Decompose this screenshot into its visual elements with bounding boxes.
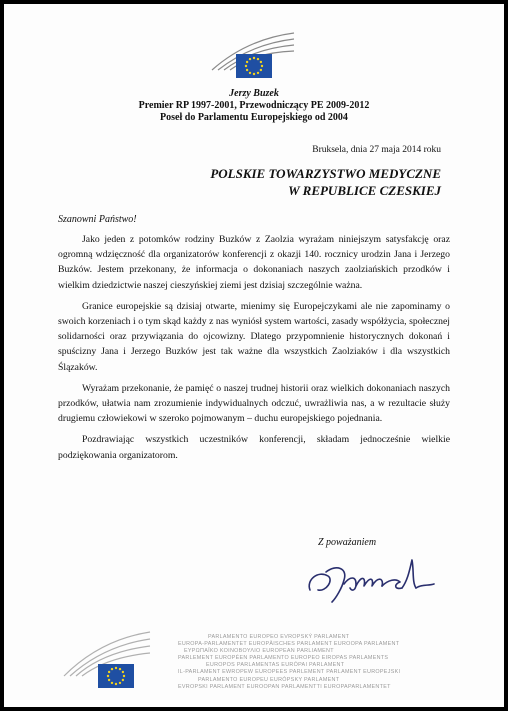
handwritten-signature [304, 554, 454, 606]
parliament-name-line: EUROPA-PARLAMENTET EUROPÄISCHES PARLAMENT EUROOPA PARLAMENT [178, 641, 400, 648]
salutation: Szanowni Państwo! [58, 214, 137, 225]
recipient [210, 165, 441, 199]
closing-phrase: Z poważaniem [318, 537, 377, 548]
paragraph: Jako jeden z potomków rodziny Buzków z Zaolzia wyrażam niniejszym satysfakcję oraz ogromną wdzięczność dla organizatorów konferencji z okazji 140. rocznicy urodzin Jana i Jerzego Buzków. Jestem przekonany, że informacja o dokonaniach naszych zaolziańskich przodków i wielkim dziedzictwie naszej cieszyńskiej ziemi jest dzisiaj szczególnie ważna. [58, 234, 450, 291]
paragraph: Granice europejskie są dzisiaj otwarte, mienimy się Europejczykami ale nie zapominamy o swoich korzeniach i o tym skąd każdy z nas wyniósł system wartości, zasady współżycia, społecznej solidarności oraz przywiązania do ojcowizny. Dlatego przypomnienie historycznych dokonań i spuścizny Jana i Jerzego Buzków jest tak ważne dla wszystkich Zaolziaków i dla wszystkich Ślązaków. [58, 300, 450, 373]
letter-date: Bruksela, dnia 27 maja 2014 roku [312, 145, 441, 155]
european-parliament-logo [210, 30, 300, 82]
letter-body [58, 232, 450, 469]
recipient-line1: POLSKIE TOWARZYSTWO MEDYCZNE [210, 166, 441, 181]
european-parliament-logo-footer [62, 626, 152, 696]
parliament-name-line: PARLAMENTO EUROPEU EURÓPSKY PARLAMENT [198, 676, 340, 683]
letter-header [4, 88, 504, 124]
parliament-name-line: ΕΥΡΩΠΑΪΚΟ ΚΟΙΝΟΒΟΥΛΙΟ EUROPEAN PARLIAMENT [184, 648, 334, 655]
letter-page [4, 4, 504, 707]
parliament-name-line: EVROPSKI PARLAMENT EUROOPAN PARLAMENTTI EUROPAPARLAMENTET [178, 683, 391, 690]
paragraph: Wyrażam przekonanie, że pamięć o naszej trudnej historii oraz wielkich dokonaniach naszych przodków, ułatwia nam zrozumienie indywidualnych odczuć, uwrażliwia nas, a w rezultacie służy drugiemu człowiekowi w szeroko pojmowanym – duchu europejskiego pojednania. [58, 382, 450, 425]
author-title-line1: Premier RP 1997-2001, Przewodniczący PE 2009-2012 [138, 100, 370, 111]
paragraph: Pozdrawiając wszystkich uczestników konferencji, składam jednocześnie wielkie podziękowania organizatorom. [58, 434, 450, 461]
recipient-line2: W REPUBLICE CZESKIEJ [288, 183, 441, 198]
parliament-name-line: IL-PARLAMENT EWROPEW EUROPEES PARLEMENT PARLAMENT EUROPEJSKI [178, 669, 401, 676]
author-name: Jerzy Buzek [229, 88, 279, 99]
parliament-name-line: PARLEMENT EUROPÉEN PARLAMENTO EUROPEO EIROPAS PARLAMENTS [178, 655, 389, 662]
author-title-line2: Poseł do Parlamentu Europejskiego od 2004 [160, 112, 348, 123]
parliament-name-line: PARLAMENTO EUROPEO EVROPSKÝ PARLAMENT [208, 634, 350, 640]
parliament-multilingual-names [178, 634, 458, 691]
parliament-name-line: EUROPOS PARLAMENTAS EURÓPAI PARLAMENT [206, 662, 345, 669]
